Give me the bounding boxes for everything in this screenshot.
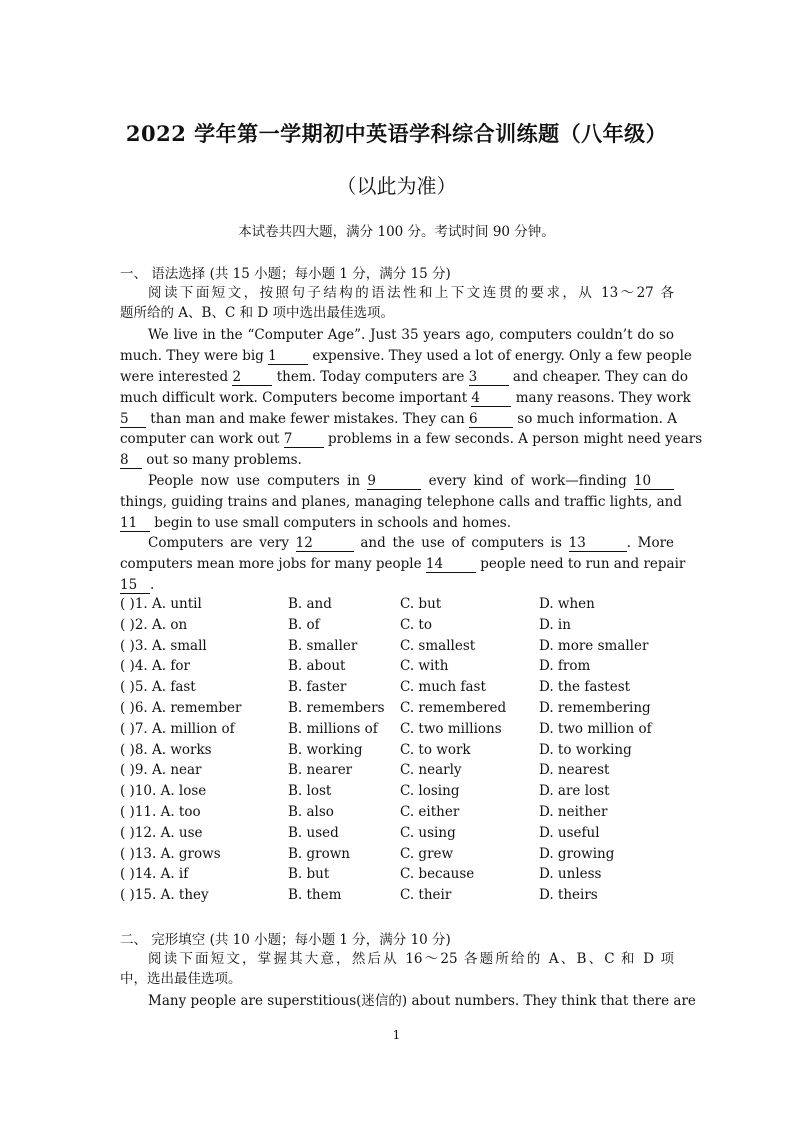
question-option-d: D. theirs [539, 887, 598, 904]
question-option-b: B. nearer [288, 762, 353, 779]
page-subtitle: （以此为准） [336, 174, 457, 198]
question-option-d: D. useful [539, 824, 600, 841]
question-option-d: D. are lost [539, 783, 610, 800]
passage-line: Computers are very 12 and the use of computers is 13 . More [148, 535, 675, 551]
option-row [120, 638, 680, 658]
question-option-d: D. remembering [539, 700, 651, 716]
question-option-c: C. to [400, 616, 432, 633]
blank-4: 4 [471, 391, 511, 407]
question-option-c: C. because [400, 866, 475, 883]
question-option-c: C. much fast [400, 679, 486, 696]
question-option-b: B. but [288, 866, 330, 883]
blank-6: 6 [469, 412, 513, 428]
blank-14: 14 [426, 557, 476, 573]
blank-9: 9 [367, 474, 421, 490]
question-option-a: ( )13. A. grows [120, 845, 221, 862]
passage-line: We live in the “Computer Age”. Just 35 years ago, computers couldn’t do so [148, 327, 674, 343]
blank-1: 1 [268, 349, 308, 365]
question-option-c: C. but [400, 596, 442, 612]
question-option-b: B. and [288, 596, 332, 612]
question-option-b: B. about [288, 658, 346, 675]
option-row [120, 679, 680, 699]
question-option-d: D. more smaller [539, 637, 649, 654]
passage-line: People now use computers in 9 every kind of work—finding 10 [120, 471, 674, 491]
option-row [120, 825, 680, 845]
option-row [120, 804, 680, 824]
question-option-d: D. two million of [539, 720, 652, 737]
question-option-a: ( )11. A. too [120, 804, 201, 820]
option-row [120, 700, 680, 720]
question-option-d: D. growing [539, 845, 615, 862]
passage-line: 8 out so many problems. [120, 452, 302, 468]
passage-line: much difficult work. Computers become important 4 many reasons. They work [120, 390, 691, 406]
passage-line: computer can work out 7 problems in a few seconds. A person might need years [120, 431, 703, 447]
question-option-b: B. lost [288, 783, 332, 800]
section1-heading: 一、 语法选择 (共 15 小题；每小题 1 分，满分 15 分) [120, 266, 451, 282]
question-option-a: ( )8. A. works [120, 741, 212, 758]
blank-5: 5 [120, 412, 146, 428]
option-row [120, 887, 680, 907]
option-row [120, 783, 680, 803]
question-option-c: C. two millions [400, 720, 502, 737]
question-option-c: C. remembered [400, 700, 507, 716]
section2-heading: 二、 完形填空 (共 10 小题；每小题 1 分，满分 10 分) [120, 932, 451, 948]
passage-line: computers mean more jobs for many people 14 people need to run and repair [120, 556, 686, 572]
blank-13: 13 [569, 536, 627, 552]
passage-line: things, guiding trains and planes, managing telephone calls and traffic lights, and [120, 494, 683, 510]
question-option-a: ( )10. A. lose [120, 783, 207, 800]
question-option-a: ( )12. A. use [120, 824, 203, 841]
question-option-c: C. with [400, 658, 449, 675]
question-option-a: ( )4. A. for [120, 658, 190, 675]
option-row [120, 658, 680, 678]
section2-instruction: 阅读下面短文，掌握其大意，然后从 16～25 各题所给的 A、B、C 和 D 项 [148, 951, 674, 967]
option-row [120, 846, 680, 866]
blank-3: 3 [469, 370, 509, 386]
question-option-d: D. to working [539, 741, 632, 758]
exam-note: 本试卷共四大题，满分 100 分。考试时间 90 分钟。 [238, 224, 555, 240]
passage-line: 11 begin to use small computers in schools and homes. [120, 515, 512, 531]
option-row [120, 596, 680, 616]
question-option-c: C. losing [400, 783, 460, 800]
question-option-a: ( )14. A. if [120, 866, 189, 883]
question-option-d: D. unless [539, 866, 602, 883]
question-option-b: B. grown [288, 845, 350, 862]
question-option-b: B. used [288, 824, 339, 841]
page-number: 1 [392, 1028, 401, 1042]
question-option-a: ( )3. A. small [120, 637, 207, 654]
question-option-a: ( )1. A. until [120, 596, 202, 612]
question-option-b: B. also [288, 804, 334, 820]
question-option-c: C. grew [400, 845, 454, 862]
question-option-a: ( )7. A. million of [120, 720, 235, 737]
question-option-b: B. working [288, 741, 363, 758]
blank-10: 10 [634, 474, 674, 490]
question-option-d: D. from [539, 658, 591, 675]
page-title: 2022 学年第一学期初中英语学科综合训练题（八年级） [125, 121, 668, 146]
blank-2: 2 [232, 370, 272, 386]
passage-line: were interested 2 them. Today computers are 3 and cheaper. They can do [120, 369, 689, 385]
blank-12: 12 [296, 536, 354, 552]
question-option-b: B. smaller [288, 637, 358, 654]
question-option-a: ( )2. A. on [120, 616, 188, 633]
question-option-d: D. when [539, 596, 595, 612]
question-option-c: C. nearly [400, 762, 462, 779]
question-option-d: D. the fastest [539, 679, 631, 696]
question-option-b: B. remembers [288, 700, 385, 716]
option-row [120, 721, 680, 741]
section2-instruction-cont: 中，选出最佳选项。 [120, 971, 242, 987]
passage-line: 5 than man and make fewer mistakes. They can 6 so much information. A [120, 411, 677, 427]
question-option-d: D. in [539, 616, 571, 633]
blank-15: 15 [120, 578, 150, 594]
option-row [120, 742, 680, 762]
option-row [120, 866, 680, 886]
option-row [120, 617, 680, 637]
question-option-c: C. either [400, 804, 460, 820]
question-option-d: D. nearest [539, 762, 610, 779]
question-option-a: ( )6. A. remember [120, 700, 242, 716]
question-option-b: B. them [288, 887, 342, 904]
question-option-c: C. to work [400, 741, 471, 758]
question-option-c: C. smallest [400, 637, 476, 654]
blank-8: 8 [120, 453, 142, 469]
question-option-a: ( )15. A. they [120, 887, 209, 904]
question-option-a: ( )9. A. near [120, 762, 202, 779]
question-option-b: B. faster [288, 679, 347, 696]
question-option-d: D. neither [539, 804, 608, 820]
option-row [120, 762, 680, 782]
blank-7: 7 [284, 432, 324, 448]
blank-11: 11 [120, 516, 150, 532]
question-option-a: ( )5. A. fast [120, 679, 196, 696]
section1-instruction: 阅读下面短文，按照句子结构的语法性和上下文连贯的要求，从 13～27 各 [148, 285, 674, 301]
question-option-c: C. their [400, 887, 452, 904]
question-option-c: C. using [400, 824, 456, 841]
question-option-b: B. of [288, 616, 320, 633]
question-option-b: B. millions of [288, 720, 378, 737]
passage-line: Many people are superstitious(迷信的) about numbers. They think that there are [148, 993, 696, 1009]
section1-instruction-cont: 题所给的 A、B、C 和 D 项中选出最佳选项。 [120, 305, 394, 321]
passage-line: 15 . [120, 577, 155, 593]
passage-line: much. They were big 1 expensive. They used a lot of energy. Only a few people [120, 348, 692, 364]
